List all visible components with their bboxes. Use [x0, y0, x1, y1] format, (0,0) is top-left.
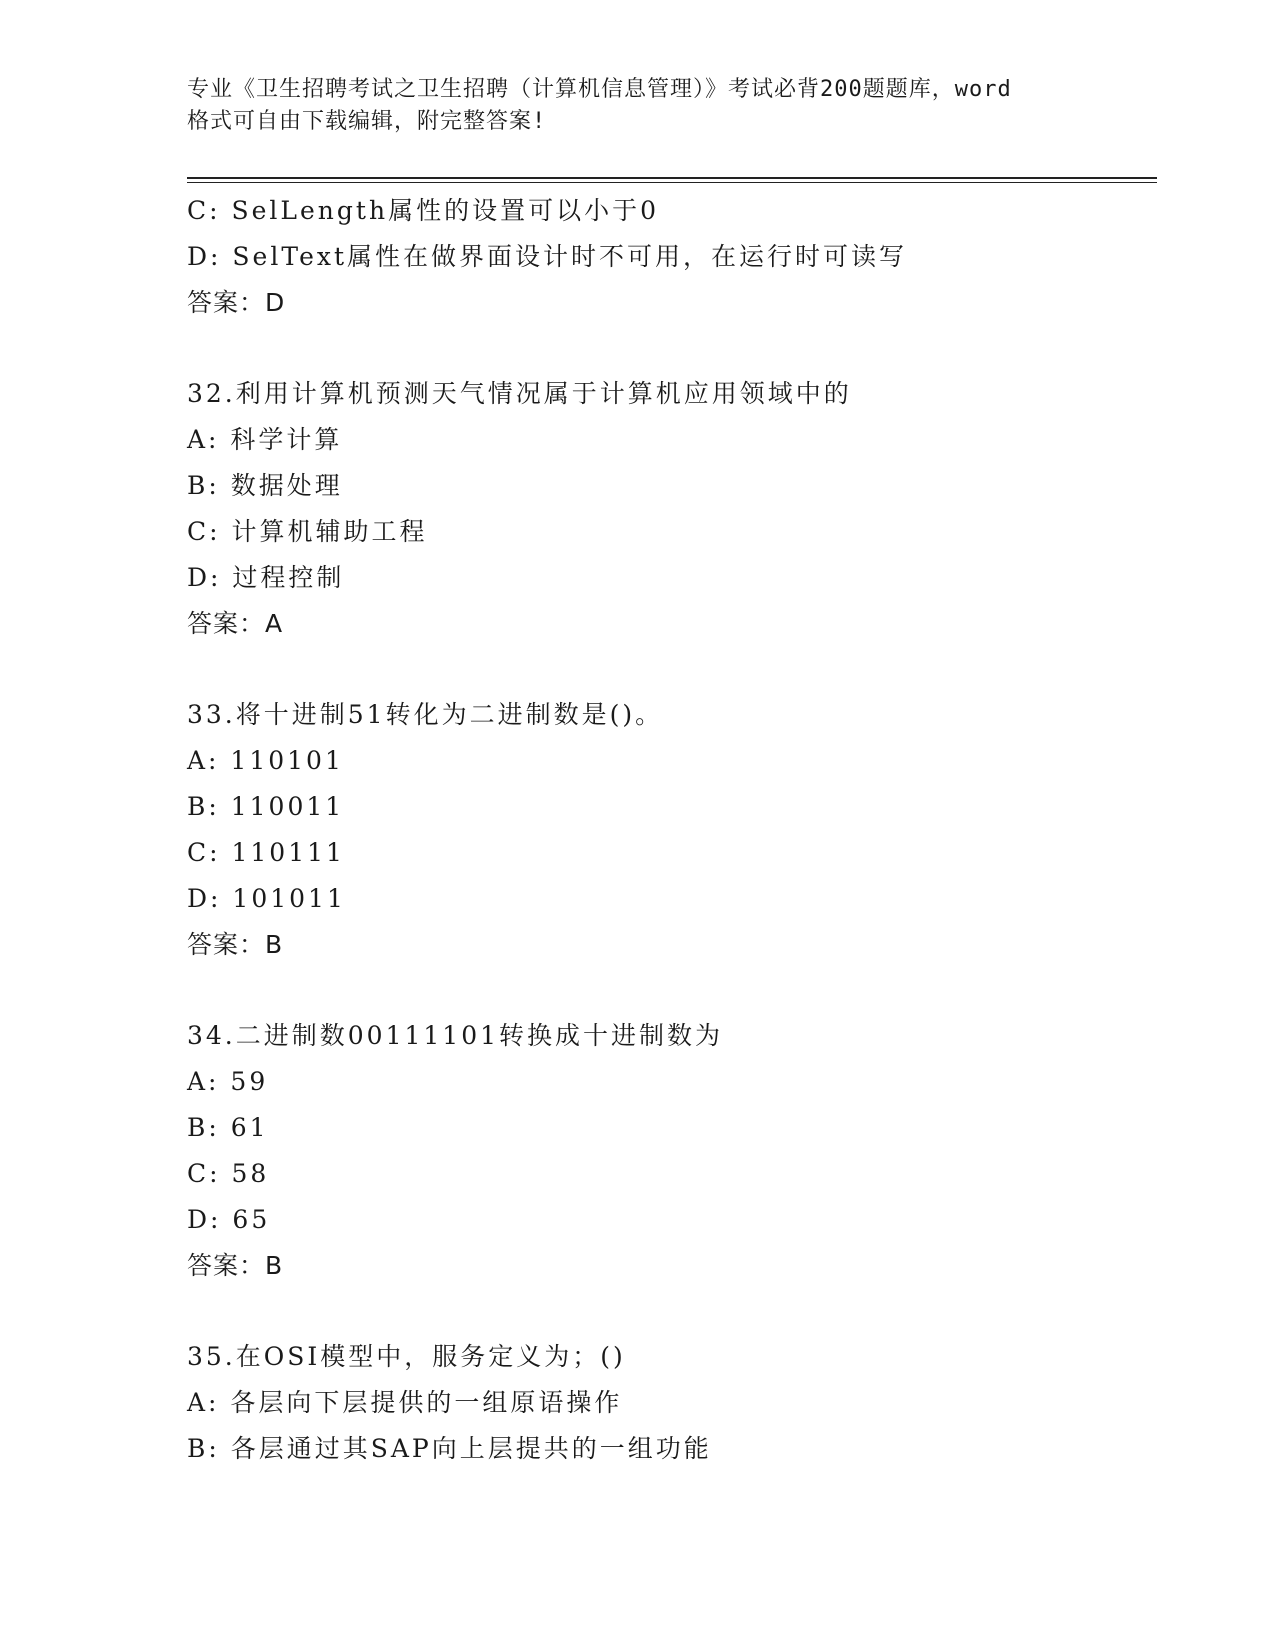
option-a: A: 59: [187, 1067, 269, 1096]
question-stem: 33.将十进制51转化为二进制数是()。: [187, 700, 664, 729]
question-stem: 34.二进制数00111101转换成十进制数为: [187, 1021, 724, 1050]
spacer: [187, 647, 1157, 692]
option-d: D: 101011: [187, 884, 346, 913]
option-b: B: 各层通过其SAP向上层提共的一组功能: [187, 1434, 712, 1463]
option-a: A: 110101: [187, 746, 344, 775]
question-stem: 35.在OSI模型中，服务定义为；(): [187, 1342, 626, 1371]
option-c: C: SelLength属性的设置可以小于0: [187, 196, 659, 225]
header-line-2: 格式可自由下载编辑，附完整答案!: [187, 109, 547, 134]
question-list: [187, 188, 1157, 1472]
option-c: C: 110111: [187, 838, 345, 867]
question-stem: 32.利用计算机预测天气情况属于计算机应用领域中的: [187, 379, 852, 408]
option-a: A: 科学计算: [187, 425, 343, 454]
document-header: [187, 74, 1087, 138]
answer-line: 答案：B: [187, 930, 284, 959]
option-a: A: 各层向下层提供的一组原语操作: [187, 1388, 623, 1417]
option-c: C: 58: [187, 1159, 270, 1188]
option-b: B: 61: [187, 1113, 269, 1142]
spacer: [187, 1289, 1157, 1334]
option-d: D: 65: [187, 1205, 271, 1234]
answer-line: 答案：B: [187, 1251, 284, 1280]
option-d: D: 过程控制: [187, 563, 345, 592]
spacer: [187, 968, 1157, 1013]
header-line-1: 专业《卫生招聘考试之卫生招聘（计算机信息管理）》考试必背200题题库，word: [187, 77, 1012, 102]
header-divider: [187, 177, 1157, 183]
option-c: C: 计算机辅助工程: [187, 517, 428, 546]
option-d: D: SelText属性在做界面设计时不可用，在运行时可读写: [187, 242, 908, 271]
spacer: [187, 326, 1157, 371]
answer-line: 答案：D: [187, 288, 286, 317]
option-b: B: 数据处理: [187, 471, 343, 500]
answer-line: 答案：A: [187, 609, 284, 638]
option-b: B: 110011: [187, 792, 345, 821]
